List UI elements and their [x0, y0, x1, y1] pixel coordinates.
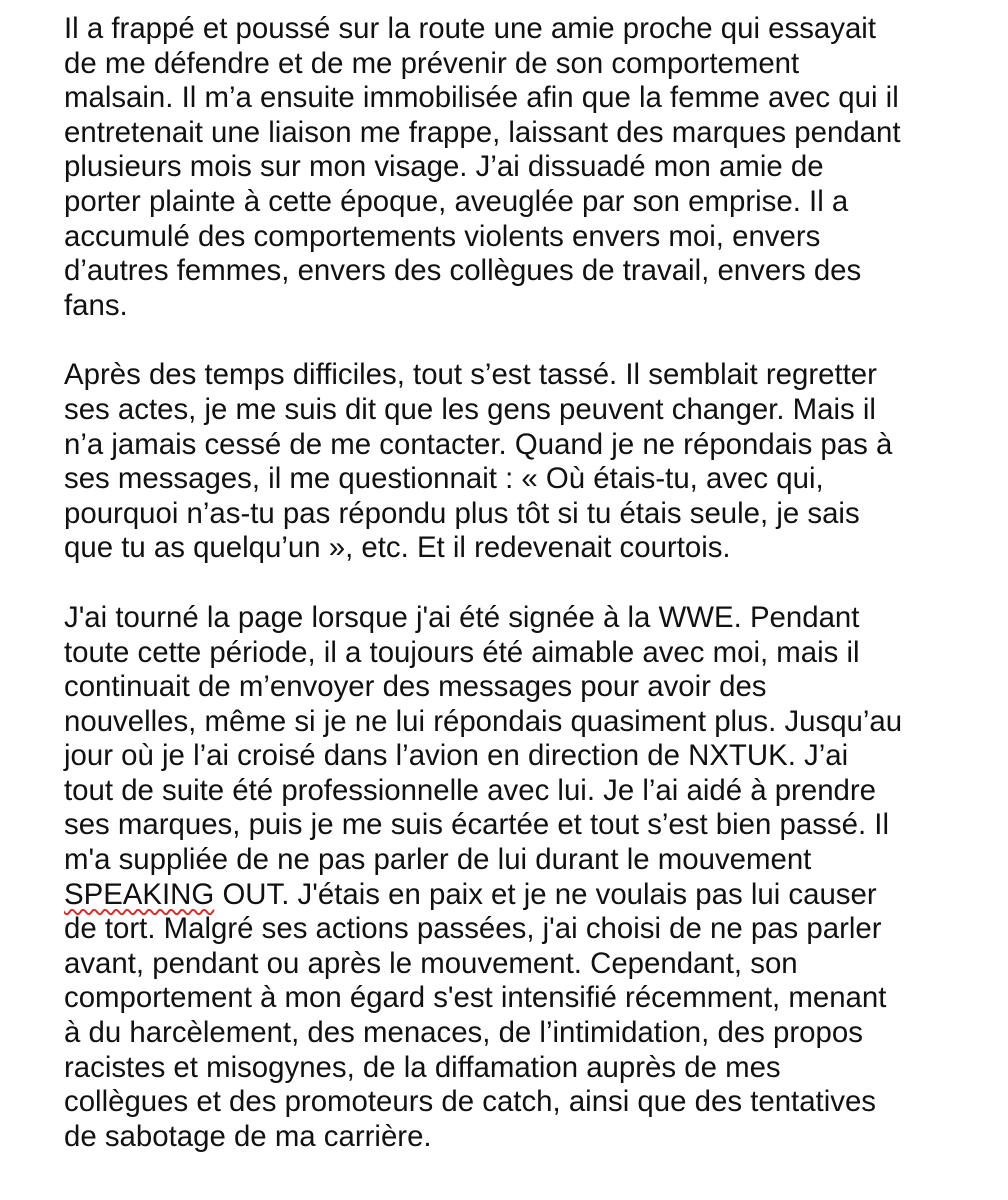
text-line: porter plainte à cette époque, aveuglée par son emprise. Il a — [64, 184, 849, 218]
text-line: ses messages, il me questionnait : « Où étais-tu, avec qui, — [64, 462, 824, 496]
text-line: malsain. Il m’a ensuite immobilisée afin que la femme avec qui il — [64, 81, 899, 115]
text-line: ses marques, puis je me suis écartée et tout s’est bien passé. Il — [64, 808, 889, 842]
text-line: racistes et misogynes, de la diffamation auprès de mes — [64, 1050, 781, 1084]
text-line: continuait de m’envoyer des messages pour avoir des — [64, 670, 767, 704]
text-line-with-flagged-word — [64, 878, 964, 913]
text-line: fans. — [64, 288, 128, 322]
text-line: de sabotage de ma carrière. — [64, 1119, 432, 1153]
text-line: tout de suite été professionnelle avec lui. Je l’ai aidé à prendre — [64, 773, 877, 807]
paragraph-2 — [64, 358, 964, 566]
text-line: m'a suppliée de ne pas parler de lui durant le mouvement — [64, 843, 812, 877]
text-line: collègues et des promoteurs de catch, ainsi que des tentatives — [64, 1085, 876, 1119]
paragraph-1 — [64, 12, 964, 323]
text-line: d’autres femmes, envers des collègues de travail, envers des — [64, 254, 862, 288]
paragraph-3 — [64, 601, 964, 1155]
text-line: ses actes, je me suis dit que les gens peuvent changer. Mais il — [64, 392, 876, 426]
text-line: Après des temps difficiles, tout s’est tassé. Il semblait regretter — [64, 358, 877, 392]
spellcheck-flagged-word[interactable]: SPEAKING — [64, 877, 215, 911]
text-line: comportement à mon égard s'est intensifié récemment, menant — [64, 981, 887, 1015]
text-line: de tort. Malgré ses actions passées, j'ai choisi de ne pas parler — [64, 912, 882, 946]
text-line: à du harcèlement, des menaces, de l’intimidation, des propos — [64, 1016, 863, 1050]
text-line-rest: OUT. J'étais en paix et je ne voulais pas lui causer — [214, 877, 877, 911]
text-line: plusieurs mois sur mon visage. J’ai dissuadé mon amie de — [64, 150, 824, 184]
text-line: jour où je l’ai croisé dans l’avion en direction de NXTUK. J’ai — [64, 739, 849, 773]
text-line: que tu as quelqu’un », etc. Et il redevenait courtois. — [64, 531, 731, 565]
text-line: pourquoi n’as-tu pas répondu plus tôt si tu étais seule, je sais — [64, 496, 860, 530]
text-line: Il a frappé et poussé sur la route une amie proche qui essayait — [64, 12, 876, 45]
text-line: J'ai tourné la page lorsque j'ai été signée à la WWE. Pendant — [64, 600, 860, 634]
text-line: toute cette période, il a toujours été aimable avec moi, mais il — [64, 635, 860, 669]
text-line: n’a jamais cessé de me contacter. Quand je ne répondais pas à — [64, 427, 893, 461]
text-line: avant, pendant ou après le mouvement. Cependant, son — [64, 946, 798, 980]
text-line: de me défendre et de me prévenir de son comportement — [64, 46, 800, 80]
text-line: nouvelles, même si je ne lui répondais quasiment plus. Jusqu’au — [64, 704, 903, 738]
document-body — [64, 12, 964, 1189]
text-line: entretenait une liaison me frappe, laissant des marques pendant — [64, 115, 901, 149]
text-line: accumulé des comportements violents envers moi, envers — [64, 219, 821, 253]
